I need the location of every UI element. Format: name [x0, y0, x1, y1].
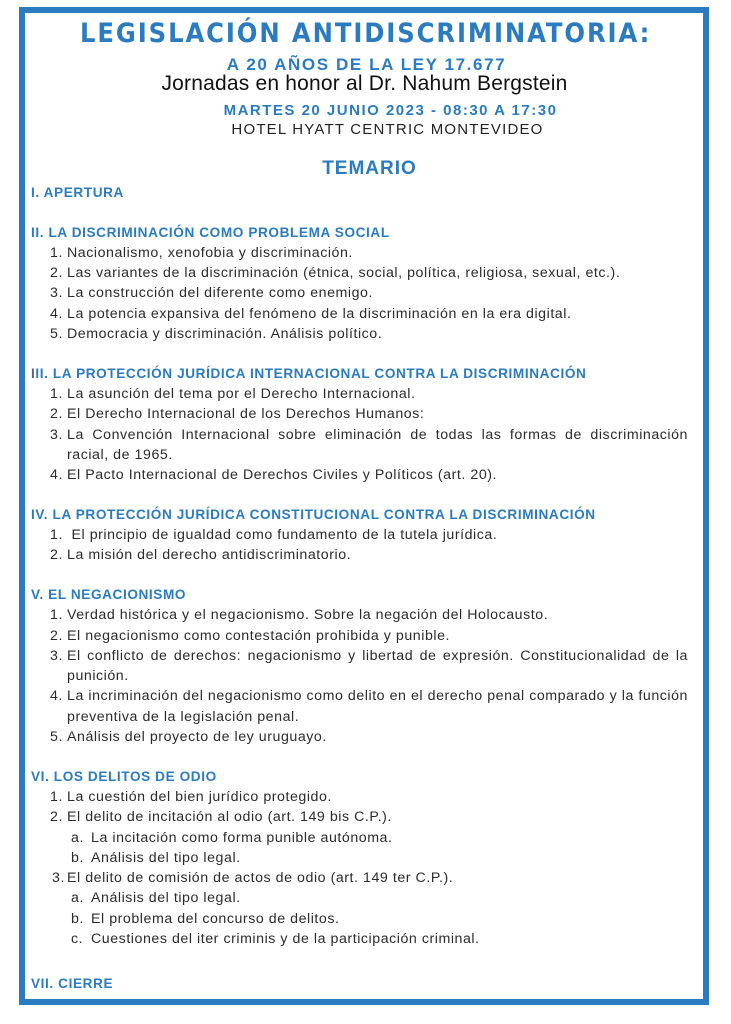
item-number: 4.: [50, 688, 63, 705]
list-item: [31, 404, 688, 424]
item-number: 1.: [50, 788, 63, 805]
item-text: Democracia y discriminación. Análisis político.: [67, 326, 383, 343]
list-item: [31, 868, 688, 888]
section-proteccion-constitucional: [31, 505, 688, 566]
section-delitos-de-odio: [31, 767, 688, 950]
section-heading: III. LA PROTECCIÓN JURÍDICA INTERNACIONAL CONTRA LA DISCRIMINACIÓN: [31, 365, 587, 381]
item-text: Las variantes de la discriminación (étnica, social, política, religiosa, sexual, etc.).: [67, 265, 621, 282]
item-number: 3.: [50, 285, 63, 302]
event-date: MARTES 20 JUNIO 2023 - 08:30 A 17:30: [223, 102, 558, 119]
item-number: 2.: [50, 406, 63, 423]
sub-item-text: El problema del concurso de delitos.: [91, 910, 340, 927]
list-item: [31, 686, 688, 727]
list-item: [31, 465, 688, 485]
list-item: [31, 787, 688, 807]
section-apertura: [31, 183, 688, 203]
sub-list-item: [31, 888, 688, 908]
item-text: El principio de igualdad como fundamento de la tutela jurídica.: [67, 527, 498, 544]
item-number: 2.: [50, 547, 63, 564]
section-gap: [31, 203, 688, 223]
event-title: LEGISLACIÓN ANTIDISCRIMINATORIA:: [80, 18, 652, 49]
list-item: [31, 605, 688, 625]
item-number: 5.: [50, 729, 63, 746]
event-tribute: Jornadas en honor al Dr. Nahum Bergstein: [161, 72, 568, 95]
sub-item-text: Cuestiones del iter criminis y de la participación criminal.: [91, 930, 480, 947]
item-number: 5.: [50, 326, 63, 343]
item-number: 4.: [50, 467, 63, 484]
item-number: 2.: [50, 265, 63, 282]
item-text: La cuestión del bien jurídico protegido.: [67, 788, 332, 805]
list-item: [31, 626, 688, 646]
item-number: 1.: [50, 244, 63, 261]
item-number: 3.: [50, 647, 63, 664]
item-number: 2.: [50, 809, 63, 826]
list-item: [31, 525, 688, 545]
list-item: [31, 263, 688, 283]
section-negacionismo: [31, 585, 688, 747]
list-item: [31, 283, 688, 303]
section-problema-social: [31, 223, 688, 345]
section-gap: [31, 949, 688, 969]
section-heading: V. EL NEGACIONISMO: [31, 586, 187, 602]
sub-item-text: La incitación como forma punible autónoma.: [91, 829, 393, 846]
item-text: La incriminación del negacionismo como delito en el derecho penal comparado y la función preventiva de la legislación penal.: [67, 688, 688, 725]
item-text: La potencia expansiva del fenómeno de la discriminación en la era digital.: [67, 305, 572, 322]
section-proteccion-internacional: [31, 364, 688, 486]
item-text: El Derecho Internacional de los Derechos Humanos:: [67, 406, 425, 423]
sub-item-text: Análisis del tipo legal.: [91, 849, 241, 866]
sub-list-item: [31, 929, 688, 949]
list-item: [31, 807, 688, 827]
sub-list-item: [31, 848, 688, 868]
event-venue: HOTEL HYATT CENTRIC MONTEVIDEO: [231, 121, 544, 138]
item-number: 1.: [50, 607, 63, 624]
item-number: 1.: [50, 385, 63, 402]
list-item: [31, 425, 688, 466]
item-text: La Convención Internacional sobre eliminación de todas las formas de discriminación racial, de 1965.: [67, 426, 688, 463]
section-heading: I. APERTURA: [31, 185, 124, 200]
sub-list-item: [31, 909, 688, 929]
section-cierre: [31, 974, 688, 994]
item-number: 3.: [52, 870, 65, 887]
item-number: 4.: [50, 305, 63, 322]
section-heading: II. LA DISCRIMINACIÓN COMO PROBLEMA SOCIAL: [31, 224, 390, 240]
item-number: 2.: [50, 627, 63, 644]
event-subtitle: A 20 AÑOS DE LA LEY 17.677: [226, 55, 507, 74]
item-text: El Pacto Internacional de Derechos Civiles y Políticos (art. 20).: [67, 467, 498, 484]
section-gap: [31, 485, 688, 505]
agenda: [31, 183, 688, 994]
item-number: 1.: [50, 527, 63, 544]
item-text: El conflicto de derechos: negacionismo y libertad de expresión. Constitucionalidad de la punición.: [67, 647, 688, 685]
section-gap: [31, 344, 688, 364]
list-item: [31, 243, 688, 263]
list-item: [31, 727, 688, 747]
agenda-heading: TEMARIO: [322, 158, 417, 179]
list-item: [31, 646, 688, 687]
sub-item-letter: a.: [71, 829, 84, 846]
section-heading: VI. LOS DELITOS DE ODIO: [31, 768, 217, 784]
sub-item-letter: c.: [71, 930, 84, 947]
item-text: El delito de comisión de actos de odio (art. 149 ter C.P.).: [67, 870, 454, 887]
item-text: El delito de incitación al odio (art. 149 bis C.P.).: [67, 809, 392, 826]
list-item: [31, 324, 688, 344]
item-text: La construcción del diferente como enemigo.: [67, 285, 373, 302]
section-heading: IV. LA PROTECCIÓN JURÍDICA CONSTITUCIONAL CONTRA LA DISCRIMINACIÓN: [31, 506, 596, 522]
item-text: El negacionismo como contestación prohibida y punible.: [67, 627, 451, 644]
item-text: La asunción del tema por el Derecho Internacional.: [67, 385, 416, 402]
list-item: [31, 384, 688, 404]
sub-item-text: Análisis del tipo legal.: [91, 890, 241, 907]
section-heading: VII. CIERRE: [31, 975, 114, 991]
item-text: La misión del derecho antidiscriminatorio.: [67, 547, 352, 564]
item-text: Verdad histórica y el negacionismo. Sobre la negación del Holocausto.: [67, 607, 549, 624]
sub-item-letter: a.: [71, 890, 84, 907]
item-number: 3.: [50, 426, 63, 443]
item-text: Nacionalismo, xenofobia y discriminación.: [67, 244, 353, 261]
sub-item-letter: b.: [71, 849, 84, 866]
sub-list-item: [31, 828, 688, 848]
section-gap: [31, 566, 688, 586]
list-item: [31, 304, 688, 324]
sub-item-letter: b.: [71, 910, 84, 927]
item-text: Análisis del proyecto de ley uruguayo.: [67, 729, 327, 746]
list-item: [31, 545, 688, 565]
section-gap: [31, 747, 688, 767]
